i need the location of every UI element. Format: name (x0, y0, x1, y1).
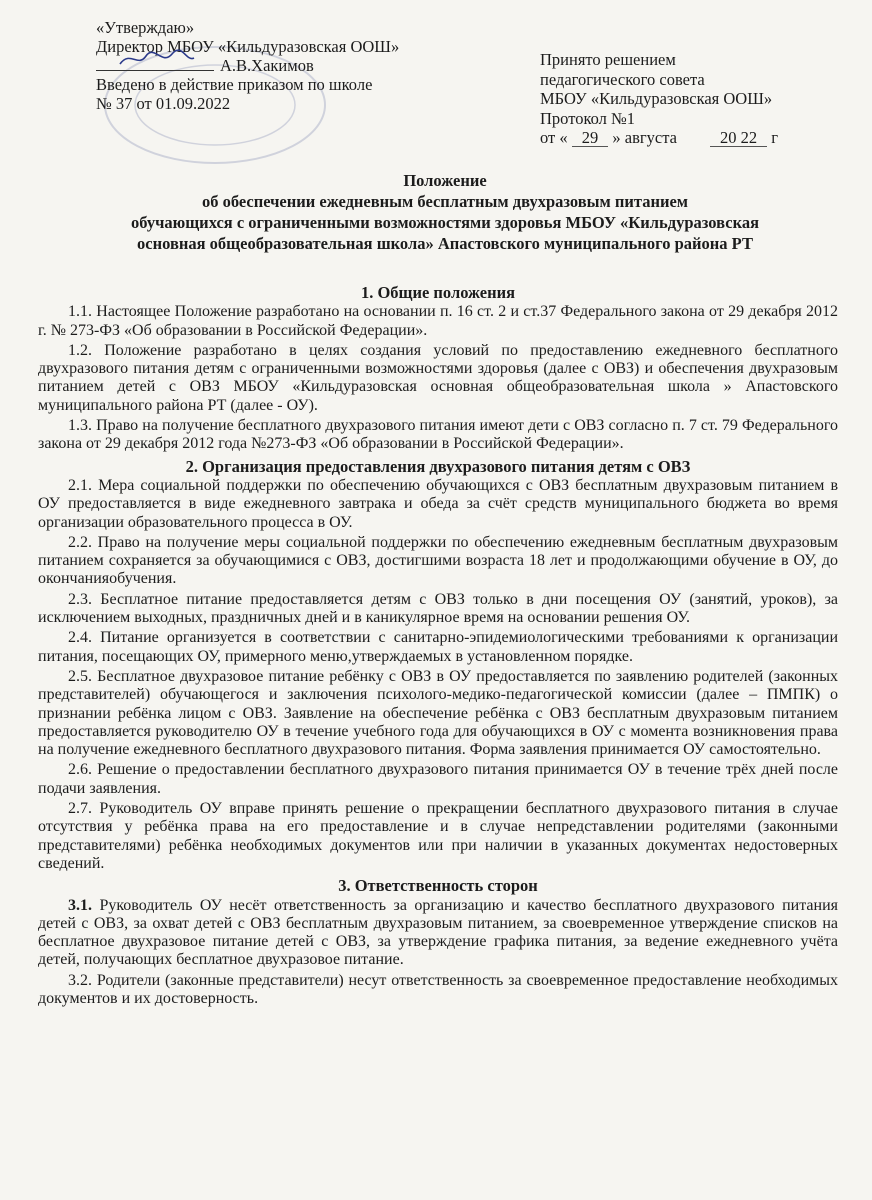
accepted-protocol: Протокол №1 (540, 108, 636, 128)
approve-heading: «Утверждаю» (96, 18, 195, 37)
approve-director: Директор МБОУ «Кильдуразовская ООШ» (96, 37, 400, 56)
approval-block (96, 18, 399, 113)
paragraph-2-6: 2.6. Решение о предоставлении бесплатного двухразового питания принимается ОУ в течение трёх дней после подачи заявления. (38, 761, 838, 797)
paragraph-3-1-number: 3.1. (68, 896, 92, 914)
paragraph-3-1-text: Руководитель ОУ несёт ответственность за организацию и качество бесплатного двухразового питания детей с ОВЗ, за охват детей с ОВЗ бесплатным двухразовым питанием, за своевременное утверждение списков на бесплатное двухразовое питание детей с ОВЗ, за утверждение графика питания, за ведение ежедневного учёта детей, получающих бесплатное двухразовое питание. (38, 896, 838, 969)
paragraph-3-2: 3.2. Родители (законные представители) несут ответственность за своевременное предоставление необходимых документов и их достоверность. (38, 971, 838, 1007)
paragraph-1-3: 1.3. Право на получение бесплатного двухразового питания имеют дети с ОВЗ согласно п. 7 ст. 79 Федерального закона от 29 декабря 2012 года №273-ФЗ «Об образовании в Российской Федерации». (38, 417, 838, 453)
title-line-2: об обеспечении ежедневным бесплатным двухразовым питанием (201, 192, 689, 211)
paragraph-2-3: 2.3. Бесплатное питание предоставляется детям с ОВЗ только в дни посещения ОУ (занятий, уроков), за исключением выходных, праздничных дней и в каникулярное время на основании решения ОУ. (38, 590, 838, 627)
approve-order-number: № 37 от 01.09.2022 (96, 94, 231, 113)
accepted-l3: МБОУ «Кильдуразовская ООШ» (540, 89, 773, 108)
signature-line (96, 58, 214, 71)
paragraph-2-7: 2.7. Руководитель ОУ вправе принять решение о прекращении бесплатного двухразового питания в случае отсутствия у ребёнка права на его предоставление и в случае непредставлении родителями (законными представителями) ребёнка необходимых документов или при наличии в указанных документах недостоверных сведений. (38, 800, 838, 872)
section-2-heading: 2. Организация предоставления двухразового питания детям с ОВЗ (185, 456, 691, 476)
date-suffix: г (771, 128, 778, 147)
date-year: 20 22 (710, 130, 767, 147)
director-name: А.В.Хакимов (220, 56, 314, 75)
paragraph-1-1: 1.1. Настоящее Положение разработано на основании п. 16 ст. 2 и ст.37 Федерального закона от 29 декабря 2012 г. № 273-ФЗ «Об образовании в Российской Федерации». (38, 303, 838, 339)
approve-signature-row (96, 56, 399, 75)
title-line-3: обучающихся с ограниченными возможностями здоровья МБОУ «Кильдуразовская (130, 213, 760, 232)
paragraph-2-5: 2.5. Бесплатное двухразовое питание ребёнку с ОВЗ в ОУ предоставляется по заявлению родителей (законных представителей) обучающегося и заключения психолого-медико-педагогической комиссии (далее – ПМПК) о признании ребёнка лицом с ОВЗ. Заявление на обеспечение ребёнка с ОВЗ бесплатным двухразовым питанием предоставляется руководителю ОУ в течение учебного года для обучающихся в ОУ с момента возникновения права на получение ежедневного бесплатного двухразового питания. Форма заявления принимается ОУ самостоятельно. (38, 667, 838, 759)
date-month: » августа (612, 128, 677, 147)
accepted-l1: Принято решением (540, 50, 676, 69)
paragraph-3-1 (38, 897, 838, 970)
accepted-date (540, 128, 778, 148)
paragraph-2-1: 2.1. Мера социальной поддержки по обеспечению обучающихся с ОВЗ бесплатным двухразовым питанием в ОУ предоставляется в виде ежедневного завтрака и обеда за счёт средств муниципального бюджета во время организации образовательного процесса в ОУ. (38, 476, 838, 531)
section-1-heading: 1. Общие положения (360, 283, 516, 302)
title-line-1: Положение (403, 171, 487, 190)
date-prefix: от « (540, 128, 568, 147)
document-title (60, 170, 830, 254)
paragraph-2-2: 2.2. Право на получение меры социальной поддержки по обеспечению ежедневным бесплатным двухразовым питанием сохраняется за обучающимися с ОВЗ, достигшими возраста 18 лет и продолжающими обучение в ОУ, до окончанияобучения. (38, 533, 838, 588)
date-day: 29 (572, 130, 609, 147)
handwritten-signature (116, 48, 196, 70)
accepted-l2: педагогического совета (540, 69, 705, 89)
paragraph-2-4: 2.4. Питание организуется в соответствии с санитарно-эпидемиологическими требованиями к организации питания, посещающих ОУ, примерного меню,утверждаемых в установленном порядке. (38, 629, 838, 665)
acceptance-block (540, 50, 778, 148)
section-3-heading: 3. Ответственность сторон (338, 876, 538, 896)
document-body (38, 280, 838, 1010)
approve-order: Введено в действие приказом по школе (96, 75, 373, 94)
paragraph-1-2: 1.2. Положение разработано в целях создания условий по предоставлению ежедневного бесплатного двухразового питания детям с ограниченными возможностями здоровья (далее с ОВЗ) и обеспечения двухразовым питанием детей с ОВЗ МБОУ «Кильдуразовская основная общеобразовательная школа » Апастовского муниципального района РТ (далее - ОУ). (38, 341, 838, 414)
title-line-4: основная общеобразовательная школа» Апастовского муниципального района РТ (137, 234, 753, 253)
